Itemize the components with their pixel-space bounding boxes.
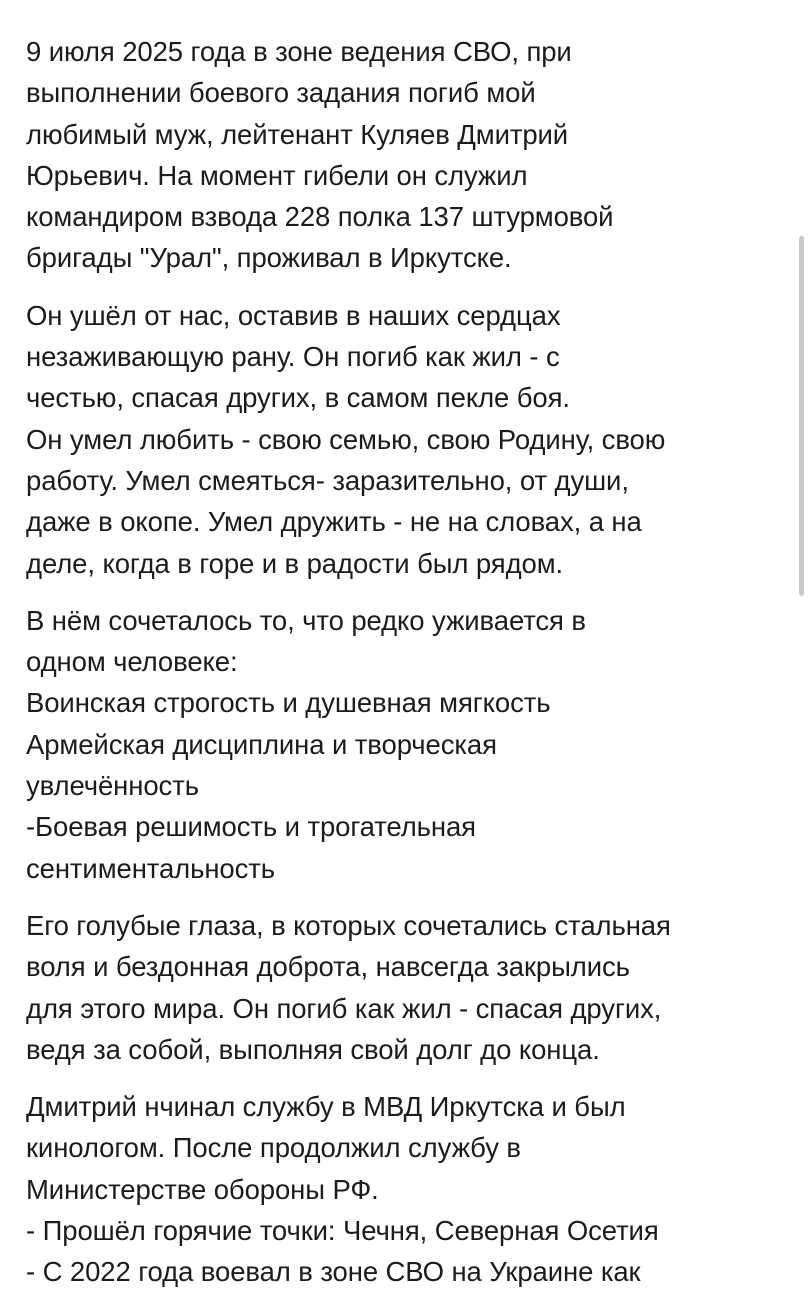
text-line: деле, когда в горе и в радости был рядом. <box>26 547 564 579</box>
text-line: -Боевая решимость и трогательная <box>26 811 476 843</box>
text-line: увлечённость <box>26 770 199 802</box>
text-line: воля и бездонная доброта, навсегда закрылись <box>26 951 630 983</box>
text-line: Юрьевич. На момент гибели он служил <box>26 159 528 191</box>
text-line: кинологом. После продолжил службу в <box>26 1132 521 1164</box>
text-line: Он умел любить - свою семью, свою Родину, свою <box>26 423 666 455</box>
text-line: В нём сочеталось то, что редко уживается в <box>26 604 586 636</box>
text-line: для этого мира. Он погиб как жил - спасая других, <box>26 992 662 1024</box>
text-line: 9 июля 2025 года в зоне ведения СВО, при <box>26 36 572 67</box>
paragraph-3 <box>26 600 786 889</box>
text-line: одном человеке: <box>26 646 238 678</box>
post-text <box>26 31 786 1309</box>
text-line: командиром взвода 228 полка 137 штурмовой <box>26 201 614 233</box>
text-line: честью, спасая других, в самом пекле боя. <box>26 382 570 414</box>
text-line: бригады "Урал", проживал в Иркутске. <box>26 242 512 274</box>
vertical-scrollbar[interactable] <box>799 236 804 596</box>
text-line: ведя за собой, выполняя свой долг до конца. <box>26 1033 600 1065</box>
text-line: - С 2022 года воевал в зоне СВО на Украине как <box>26 1256 641 1288</box>
text-line: Его голубые глаза, в которых сочетались стальная <box>26 909 671 941</box>
paragraph-2 <box>26 295 786 584</box>
paragraph-1 <box>26 31 786 279</box>
text-line: работу. Умел смеяться- заразительно, от души, <box>26 464 629 496</box>
text-line: Министерстве обороны РФ. <box>26 1173 379 1205</box>
text-line: даже в окопе. Умел дружить - не на словах, а на <box>26 506 642 538</box>
text-line: Он ушёл от нас, оставив в наших сердцах <box>26 299 561 331</box>
text-line: любимый муж, лейтенант Куляев Дмитрий <box>26 118 569 150</box>
text-line: сентиментальность <box>26 852 275 884</box>
text-line: Дмитрий нчинал службу в МВД Иркутска и был <box>26 1091 626 1123</box>
text-line: Воинская строгость и душевная мягкость <box>26 687 551 719</box>
text-line: - Прошёл горячие точки: Чечня, Северная Осетия <box>26 1215 659 1247</box>
paragraph-5 <box>26 1086 786 1292</box>
text-line: незаживающую рану. Он погиб как жил - с <box>26 341 560 373</box>
paragraph-4 <box>26 905 786 1070</box>
text-line: выполнении боевого задания погиб мой <box>26 77 536 109</box>
text-line: Армейская дисциплина и творческая <box>26 728 497 760</box>
